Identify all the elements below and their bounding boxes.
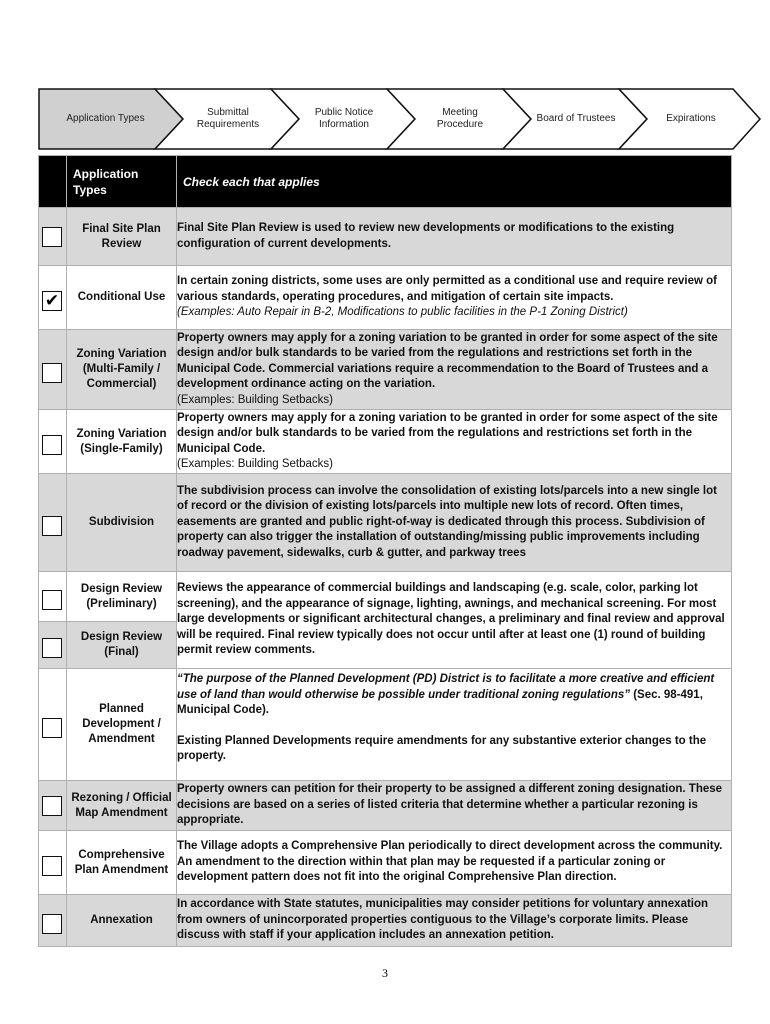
type-name: Zoning Variation (Multi-Family / Commercial) — [67, 330, 177, 410]
row-subdivision — [39, 474, 732, 572]
checkbox-design-review-final[interactable] — [42, 638, 62, 658]
row-design-review-preliminary — [39, 572, 732, 622]
row-zoning-variation-multi — [39, 330, 732, 410]
checkbox-comprehensive-plan[interactable] — [42, 856, 62, 876]
description-examples: (Examples: Building Setbacks) — [177, 458, 333, 470]
checkbox-rezoning[interactable] — [42, 796, 62, 816]
checkbox-conditional-use[interactable] — [42, 291, 62, 311]
type-name: Comprehensive Plan Amendment — [67, 831, 177, 895]
step-public-notice[interactable]: Public Notice Information — [314, 107, 374, 130]
row-comprehensive-plan — [39, 831, 732, 895]
type-name: Final Site Plan Review — [67, 208, 177, 266]
pd-purpose-quote: “The purpose of the Planned Development (PD) District is to facilitate a more creative and efficient use of land than would otherwise be possible under traditional zoning regulations” — [177, 673, 715, 701]
type-description: Property owners can petition for their property to be assigned a different zoning designation. These decisions are based on a series of listed criteria that determine whether a particular rezoning is appropriate. — [177, 781, 732, 831]
type-name: Design Review (Final) — [67, 622, 177, 669]
application-types-table — [38, 155, 732, 947]
checkbox-zoning-variation-single[interactable] — [42, 435, 62, 455]
description-examples: (Examples: Building Setbacks) — [177, 393, 333, 406]
header-checkbox-col — [39, 156, 67, 208]
row-planned-development — [39, 669, 732, 781]
checkbox-zoning-variation-multi[interactable] — [42, 363, 62, 383]
type-name: Planned Development / Amendment — [67, 669, 177, 781]
pd-citation: (Sec. 98-491, Municipal Code). — [177, 688, 703, 716]
header-application-types: Application Types — [67, 156, 177, 208]
description-text: In certain zoning districts, some uses are only permitted as a conditional use and require review of various standards, operating procedures, and mitigation of certain site impacts. — [177, 275, 718, 303]
page-number: 3 — [382, 966, 388, 980]
checkbox-final-site-plan[interactable] — [42, 227, 62, 247]
step-meeting-procedure[interactable]: Meeting Procedure — [436, 107, 484, 130]
row-final-site-plan — [39, 208, 732, 266]
checkmark-icon: ✔ — [44, 290, 60, 310]
description-text: Property owners may apply for a zoning variation to be granted in order for some aspect of the site design and/or bulk standards to be varied from the regulations and restrictions set forth in the Municipal Code. — [177, 411, 718, 455]
description-text: Property owners may apply for a zoning variation to be granted in order for some aspect of the site design and/or bulk standards to be varied from the regulations and restrictions set forth in the Municipal Code. Commercial variations require a recommendation to the Board of Trustees and a development ordinance acting on the variation. — [177, 331, 718, 391]
header-check-each: Check each that applies — [177, 156, 732, 208]
row-rezoning — [39, 781, 732, 831]
step-expirations[interactable]: Expirations — [666, 113, 716, 124]
type-name: Design Review (Preliminary) — [67, 572, 177, 622]
process-steps-nav — [38, 88, 762, 150]
type-description — [177, 330, 732, 410]
checkbox-subdivision[interactable] — [42, 516, 62, 536]
description-text: Existing Planned Developments require amendments for any substantive exterior changes to the property. — [177, 734, 707, 762]
type-name: Conditional Use — [67, 266, 177, 330]
type-description — [177, 410, 732, 474]
checkbox-planned-development[interactable] — [42, 718, 62, 738]
description-examples: (Examples: Auto Repair in B-2, Modifications to public facilities in the P-1 Zoning District) — [177, 306, 628, 319]
type-description: The subdivision process can involve the consolidation of existing lots/parcels into a new single lot of record or the division of existing lots/parcels into multiple new lots of record. Often times, easements are granted and public right-of-way is dedicated through this process. Subdivision of property can also trigger the installation of outstanding/missing public improvements including roadway pavement, sidewalks, curb & gutter, and parkway trees — [177, 474, 732, 572]
type-name: Zoning Variation (Single-Family) — [67, 410, 177, 474]
table-header-row — [39, 156, 732, 208]
type-description: The Village adopts a Comprehensive Plan periodically to direct development across the community. An amendment to the direction within that plan may be requested if a particular zoning or development pattern does not fit into the original Comprehensive Plan direction. — [177, 831, 732, 895]
checkbox-design-review-preliminary[interactable] — [42, 590, 62, 610]
type-name: Annexation — [67, 895, 177, 947]
step-application-types[interactable]: Application Types — [66, 113, 145, 124]
step-submittal-requirements[interactable]: Submittal Requirements — [196, 107, 260, 130]
type-name: Rezoning / Official Map Amendment — [67, 781, 177, 831]
row-zoning-variation-single — [39, 410, 732, 474]
row-annexation — [39, 895, 732, 947]
type-description: In accordance with State statutes, municipalities may consider petitions for voluntary annexation from owners of unincorporated properties contiguous to the Village’s corporate limits. Please discuss with staff if your application includes an annexation petition. — [177, 895, 732, 947]
row-conditional-use — [39, 266, 732, 330]
type-description: Final Site Plan Review is used to review new developments or modifications to the existing configuration of current developments. — [177, 208, 732, 266]
type-description: Reviews the appearance of commercial buildings and landscaping (e.g. scale, color, parking lot screening), and the appearance of signage, lighting, awnings, and mechanical screening. For most large developments or significant architectural changes, a preliminary and final review and approval will be required. Final review typically does not occur until after at least one (1) round of building permit review comments. — [177, 572, 732, 669]
step-board-of-trustees[interactable]: Board of Trustees — [536, 113, 616, 124]
type-name: Subdivision — [67, 474, 177, 572]
checkbox-annexation[interactable] — [42, 914, 62, 934]
type-description — [177, 669, 732, 781]
type-description — [177, 266, 732, 330]
